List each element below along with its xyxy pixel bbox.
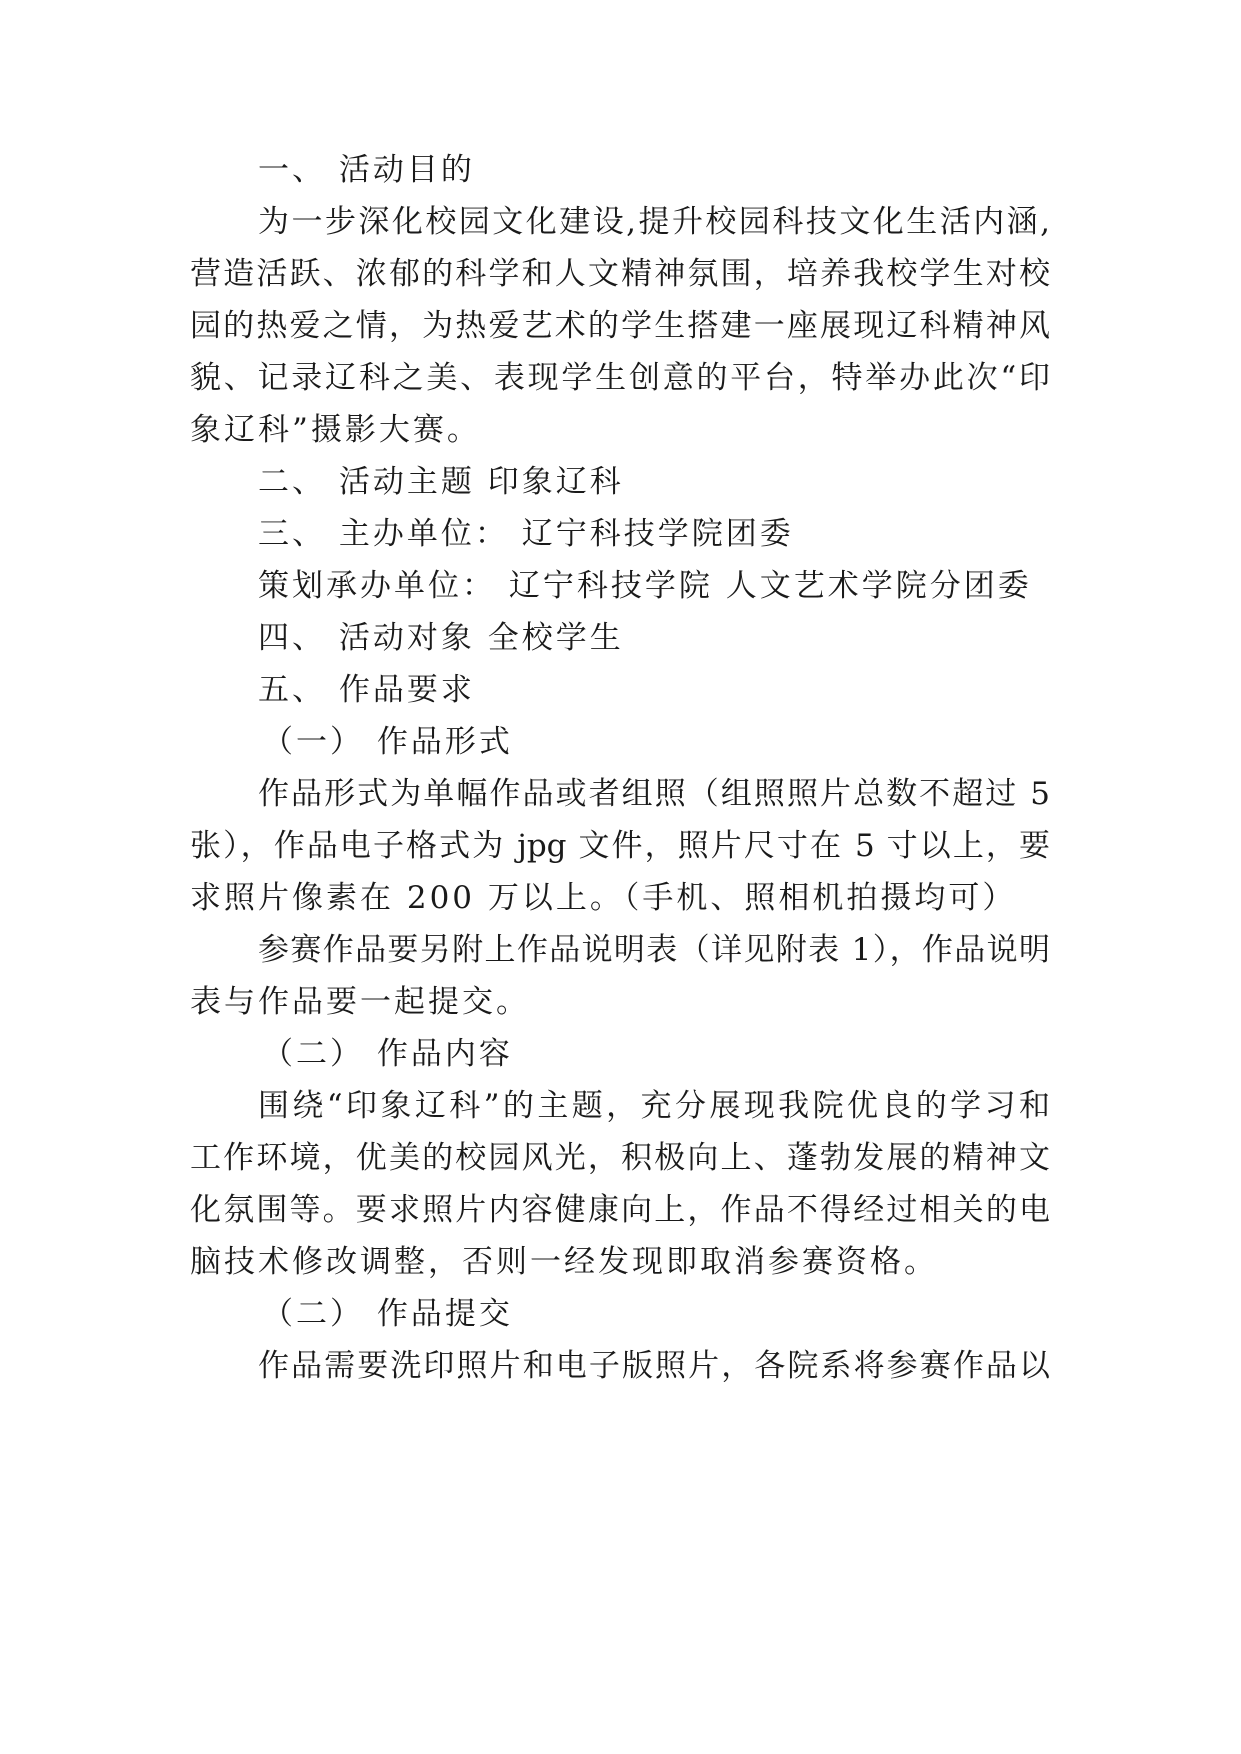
paragraph-line: 围绕“印象辽科”的主题，充分展现我院优良的学习和 xyxy=(258,1088,1050,1124)
organizer-line: 策划承办单位： 辽宁科技学院 人文艺术学院分团委 xyxy=(258,568,1032,604)
paragraph-line: 工作环境，优美的校园风光，积极向上、蓬勃发展的精神文 xyxy=(190,1140,1050,1176)
section-heading-requirements: 五、 作品要求 xyxy=(258,672,475,708)
paragraph-line: 营造活跃、浓郁的科学和人文精神氛围，培养我校学生对校 xyxy=(190,256,1050,292)
paragraph-line: 表与作品要一起提交。 xyxy=(190,984,530,1020)
paragraph-line: 园的热爱之情，为热爱艺术的学生搭建一座展现辽科精神风 xyxy=(190,308,1050,344)
section-heading-purpose: 一、 活动目的 xyxy=(258,152,475,188)
paragraph-line: 作品需要洗印照片和电子版照片，各院系将参赛作品以 xyxy=(258,1348,1050,1384)
paragraph-line: 貌、记录辽科之美、表现学生创意的平台，特举办此次“印 xyxy=(190,360,1050,396)
paragraph-line: 作品形式为单幅作品或者组照（组照照片总数不超过 5 xyxy=(258,776,1050,812)
paragraph-line: 脑技术修改调整，否则一经发现即取消参赛资格。 xyxy=(190,1244,938,1280)
paragraph-line: 参赛作品要另附上作品说明表（详见附表 1），作品说明 xyxy=(258,932,1050,968)
section-heading-theme: 二、 活动主题 印象辽科 xyxy=(258,464,624,500)
subsection-heading-submission: （二） 作品提交 xyxy=(262,1296,513,1332)
section-heading-audience: 四、 活动对象 全校学生 xyxy=(258,620,624,656)
section-heading-organizer: 三、 主办单位： 辽宁科技学院团委 xyxy=(258,516,794,552)
subsection-heading-form: （一） 作品形式 xyxy=(262,724,513,760)
subsection-heading-content: （二） 作品内容 xyxy=(262,1036,513,1072)
paragraph-line: 为一步深化校园文化建设,提升校园科技文化生活内涵, xyxy=(258,204,1050,240)
paragraph-line: 化氛围等。要求照片内容健康向上，作品不得经过相关的电 xyxy=(190,1192,1050,1228)
paragraph-line: 求照片像素在 200 万以上。（手机、照相机拍摄均可） xyxy=(190,880,1017,916)
paragraph-line: 张），作品电子格式为 jpg 文件，照片尺寸在 5 寸以上，要 xyxy=(190,828,1050,864)
paragraph-line: 象辽科”摄影大赛。 xyxy=(190,412,481,448)
